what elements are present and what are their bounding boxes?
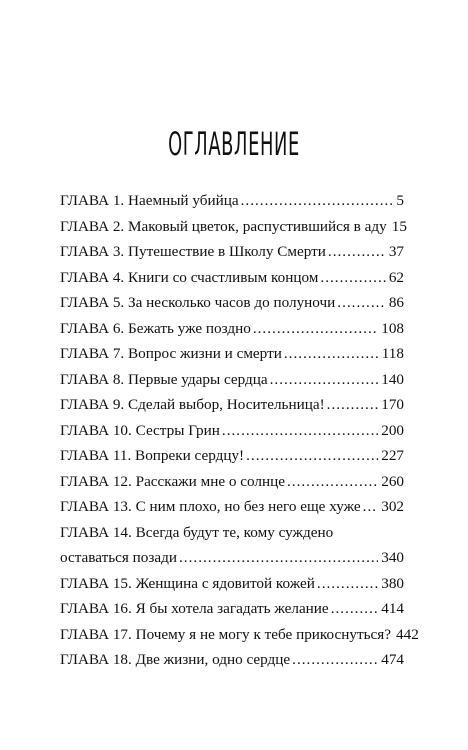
toc-entry	[60, 316, 404, 342]
dot-leader	[317, 571, 378, 597]
toc-entry	[60, 443, 404, 469]
toc-entry	[60, 367, 404, 393]
dot-leader	[222, 418, 378, 444]
toc-entry	[60, 469, 404, 495]
toc-entry-title: ГЛАВА 18. Две жизни, одно сердце	[60, 651, 291, 668]
toc-entry-title: ГЛАВА 17. Почему я не могу к тебе прикоснуться?	[60, 625, 391, 643]
toc-entry-title: ГЛАВА 13. С ним плохо, но без него еще хуже	[60, 498, 361, 515]
dot-leader	[327, 392, 379, 418]
toc-entry-page: 5	[396, 192, 404, 209]
dot-leader	[287, 469, 378, 495]
toc-entry-title: ГЛАВА 10. Сестры Грин	[60, 421, 220, 439]
toc-entry-page: 200	[381, 421, 404, 439]
toc-entry	[60, 341, 404, 367]
dot-leader	[246, 443, 378, 469]
toc-entry	[60, 622, 419, 648]
page-title: ОГЛАВЛЕНИЕ	[168, 125, 300, 163]
toc-entry-page: 474	[381, 651, 404, 668]
toc-entry-page: 227	[381, 447, 404, 464]
toc-entry-title: ГЛАВА 4. Книги со счастливым концом	[60, 268, 319, 286]
dot-leader	[320, 265, 385, 291]
toc-entry	[60, 239, 404, 265]
toc-entry	[60, 188, 404, 214]
dot-leader	[179, 545, 378, 571]
toc-entry	[60, 596, 404, 622]
dot-leader	[241, 188, 394, 214]
toc-entry-page: 108	[381, 319, 404, 337]
dot-leader	[253, 316, 378, 342]
toc-entry-title: ГЛАВА 5. За несколько часов до полуночи	[60, 294, 336, 311]
toc-entry-title: ГЛАВА 12. Расскажи мне о солнце	[60, 472, 285, 490]
toc-entry	[60, 418, 404, 444]
toc-entry-page: 442	[396, 625, 419, 643]
toc-entry-title-line2: оставаться позади	[60, 549, 177, 566]
toc-entry-title: ГЛАВА 1. Наемный убийца	[60, 192, 239, 209]
toc-entry-page: 414	[381, 600, 404, 617]
toc-entry-page: 86	[388, 294, 404, 311]
toc-entry	[60, 571, 404, 597]
toc-entry-title: ГЛАВА 7. Вопрос жизни и смерти	[60, 345, 282, 362]
toc-entry-title: ГЛАВА 3. Путешествие в Школу Смерти	[60, 243, 326, 260]
toc-entry-title: ГЛАВА 15. Женщина с ядовитой кожей	[60, 574, 315, 592]
toc-entry-page: 302	[381, 498, 404, 515]
toc-entry	[60, 214, 407, 240]
dot-leader	[331, 596, 379, 622]
table-of-contents	[60, 188, 419, 673]
toc-entry-page: 170	[381, 396, 404, 413]
toc-entry-continuation	[60, 545, 404, 571]
toc-entry-title: ГЛАВА 11. Вопреки сердцу!	[60, 447, 245, 464]
toc-entry-title: ГЛАВА 6. Бежать уже поздно	[60, 319, 251, 337]
toc-entry-page: 62	[388, 268, 404, 286]
toc-entry	[60, 290, 404, 316]
dot-leader	[337, 290, 386, 316]
toc-entry-page: 15	[391, 217, 407, 235]
toc-entry-page: 37	[388, 243, 404, 260]
toc-entry	[60, 520, 404, 571]
dot-leader	[292, 647, 378, 673]
toc-entry-page: 140	[381, 370, 404, 388]
toc-entry-page: 380	[381, 574, 404, 592]
dot-leader	[328, 239, 386, 265]
toc-entry-page: 260	[381, 472, 404, 490]
toc-entry-title: ГЛАВА 2. Маковый цветок, распустившийся в аду	[60, 217, 387, 235]
dot-leader	[284, 341, 379, 367]
toc-entry-title: ГЛАВА 16. Я бы хотела загадать желание	[60, 600, 329, 617]
toc-entry-title: ГЛАВА 8. Первые удары сердца	[60, 370, 268, 388]
toc-entry-title: ГЛАВА 9. Сделай выбор, Носительница!	[60, 396, 325, 413]
dot-leader	[270, 367, 379, 393]
toc-entry	[60, 494, 404, 520]
toc-entry-title: ГЛАВА 14. Всегда будут те, кому суждено	[60, 523, 334, 541]
toc-entry	[60, 647, 404, 673]
toc-entry-page: 118	[381, 345, 404, 362]
toc-entry	[60, 392, 404, 418]
toc-entry	[60, 265, 404, 291]
dot-leader	[363, 494, 379, 520]
toc-entry-page: 340	[381, 549, 404, 566]
